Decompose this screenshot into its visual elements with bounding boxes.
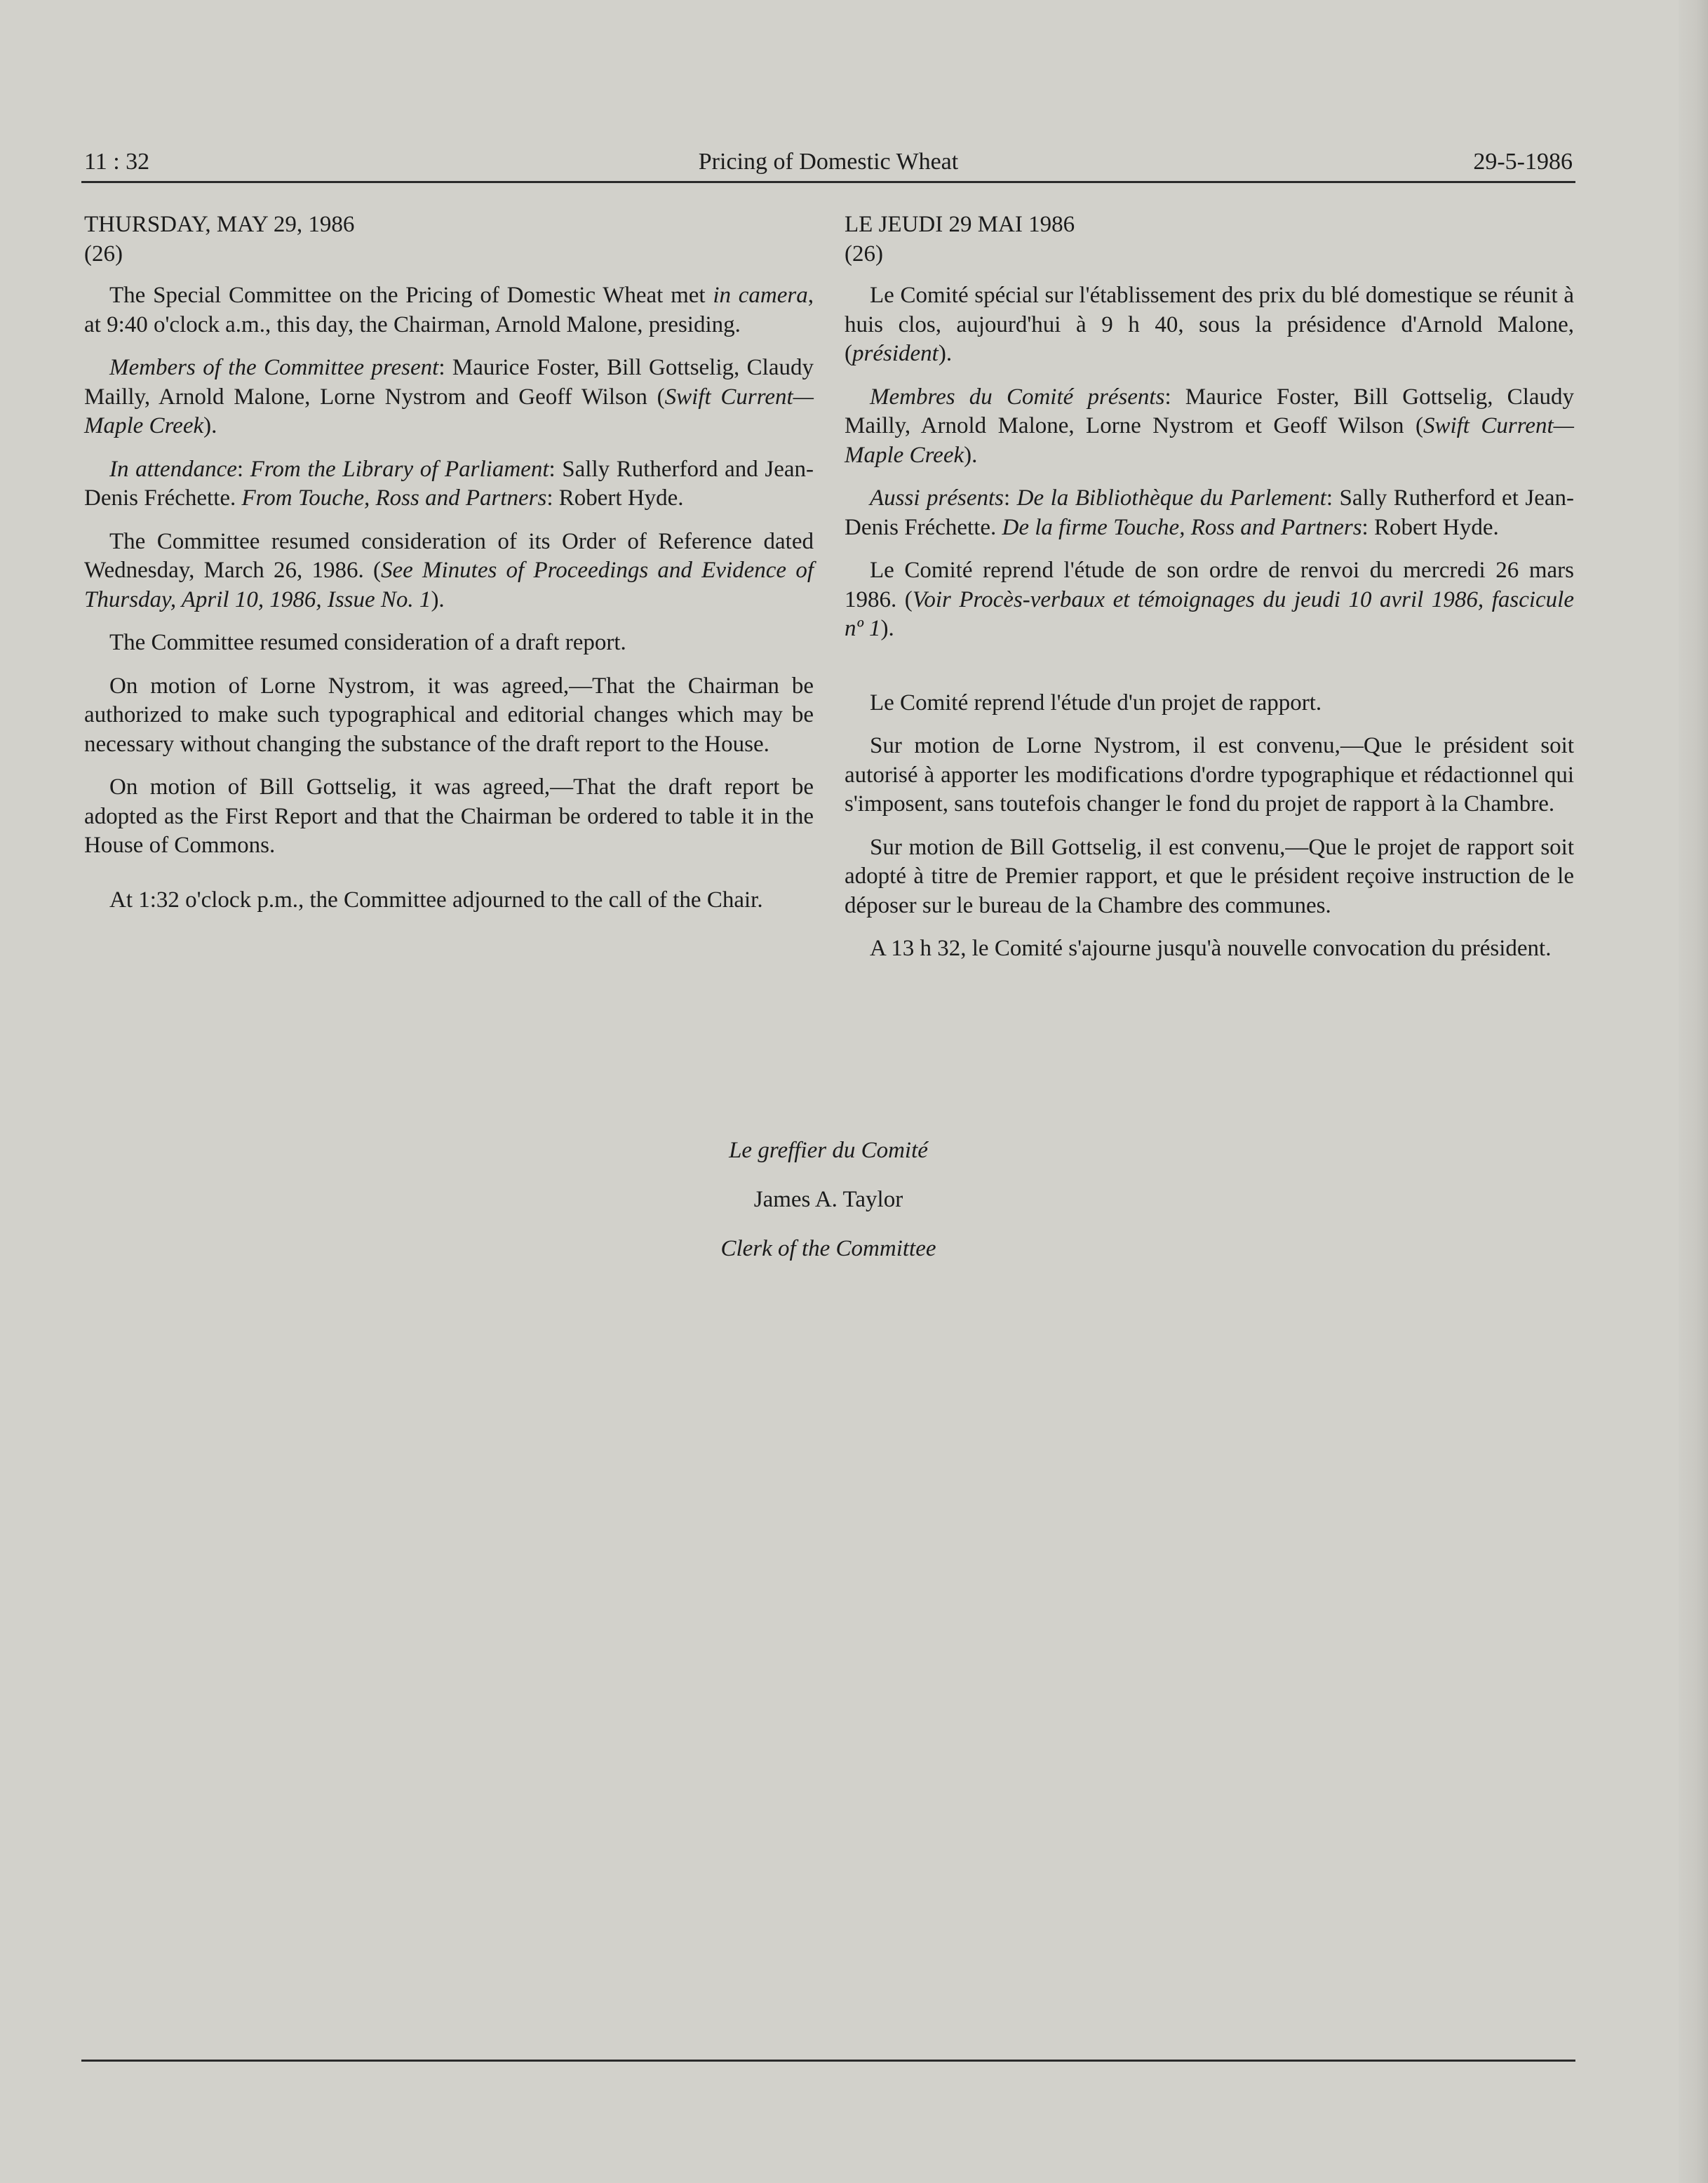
signature-block — [84, 1136, 1573, 1284]
running-title: Pricing of Domestic Wheat — [698, 149, 959, 175]
motion-nystrom-paragraph-fr: Sur motion de Lorne Nystrom, il est convenu,—Que le président soit autorisé à apporter les modifications d'ordre typographique et rédactionnel qui s'imposent, sans toutefois changer le fond du projet de rapport à la Chambre. — [845, 733, 1574, 817]
clerk-title-fr: Le greffier du Comité — [729, 1138, 928, 1163]
adjournment-paragraph: At 1:32 o'clock p.m., the Committee adjourned to the call of the Chair. — [109, 887, 763, 913]
page-header — [84, 144, 1573, 180]
meeting-date-heading: THURSDAY, MAY 29, 1986 — [84, 212, 355, 237]
page-reference: 11 : 32 — [84, 149, 150, 175]
members-present-paragraph: Members of the Committee present: Maurice Foster, Bill Gottselig, Claudy Mailly, Arnold Malone, Lorne Nystrom and Geoff Wilson (Swift Current—Maple Creek). — [84, 355, 814, 438]
attendance-paragraph-fr: Aussi présents: De la Bibliothèque du Parlement: Sally Rutherford et Jean-Denis Fréchette. De la firme Touche, Ross and Partners: Robert Hyde. — [845, 485, 1574, 540]
motion-nystrom-paragraph: On motion of Lorne Nystrom, it was agreed,—That the Chairman be authorized to make such typographical and editorial changes which may be necessary without changing the substance of the draft report to the House. — [84, 673, 814, 757]
meeting-number-fr: (26) — [845, 241, 883, 267]
clerk-name: James A. Taylor — [753, 1187, 903, 1212]
english-column — [84, 210, 814, 929]
header-date: 29-5-1986 — [1473, 149, 1573, 175]
motion-gottselig-paragraph: On motion of Bill Gottselig, it was agreed,—That the draft report be adopted as the First Report and that the Chairman be ordered to table it in the House of Commons. — [84, 774, 814, 858]
clerk-title-en: Clerk of the Committee — [720, 1236, 936, 1261]
meeting-date-heading-fr: LE JEUDI 29 MAI 1986 — [845, 212, 1075, 237]
footer-rule — [81, 2060, 1575, 2062]
members-present-paragraph-fr: Membres du Comité présents: Maurice Foster, Bill Gottselig, Claudy Mailly, Arnold Malone, Lorne Nystrom et Geoff Wilson (Swift Current—Maple Creek). — [845, 384, 1575, 468]
opening-paragraph: The Special Committee on the Pricing of Domestic Wheat met in camera, at 9:40 o'clock a.m., this day, the Chairman, Arnold Malone, presiding. — [84, 283, 814, 337]
draft-report-paragraph: The Committee resumed consideration of a draft report. — [109, 630, 626, 655]
header-rule — [81, 181, 1575, 183]
draft-report-paragraph-fr: Le Comité reprend l'étude d'un projet de rapport. — [870, 690, 1322, 716]
adjournment-paragraph-fr: A 13 h 32, le Comité s'ajourne jusqu'à nouvelle convocation du président. — [870, 936, 1552, 961]
page-binding-edge — [1679, 0, 1708, 2183]
motion-gottselig-paragraph-fr: Sur motion de Bill Gottselig, il est convenu,—Que le projet de rapport soit adopté à titre de Premier rapport, et que le président reçoive instruction de le déposer sur le bureau de la Chambre des communes. — [845, 834, 1574, 918]
meeting-number: (26) — [84, 241, 123, 267]
french-column — [845, 210, 1574, 978]
order-of-reference-paragraph: The Committee resumed consideration of its Order of Reference dated Wednesday, March 26, 1986. (See Minutes of Proceedings and Evidence of Thursday, April 10, 1986, Issue No. 1). — [84, 528, 814, 612]
opening-paragraph-fr: Le Comité spécial sur l'établissement des prix du blé domestique se réunit à huis clos, aujourd'hui à 9 h 40, sous la présidence d'Arnold Malone, (président). — [845, 283, 1574, 366]
order-of-reference-paragraph-fr: Le Comité reprend l'étude de son ordre de renvoi du mercredi 26 mars 1986. (Voir Procès-verbaux et témoignages du jeudi 10 avril 1986, fascicule nº 1). — [845, 558, 1574, 641]
attendance-paragraph: In attendance: From the Library of Parliament: Sally Rutherford and Jean-Denis Fréchette. From Touche, Ross and Partners: Robert Hyde. — [84, 456, 814, 511]
